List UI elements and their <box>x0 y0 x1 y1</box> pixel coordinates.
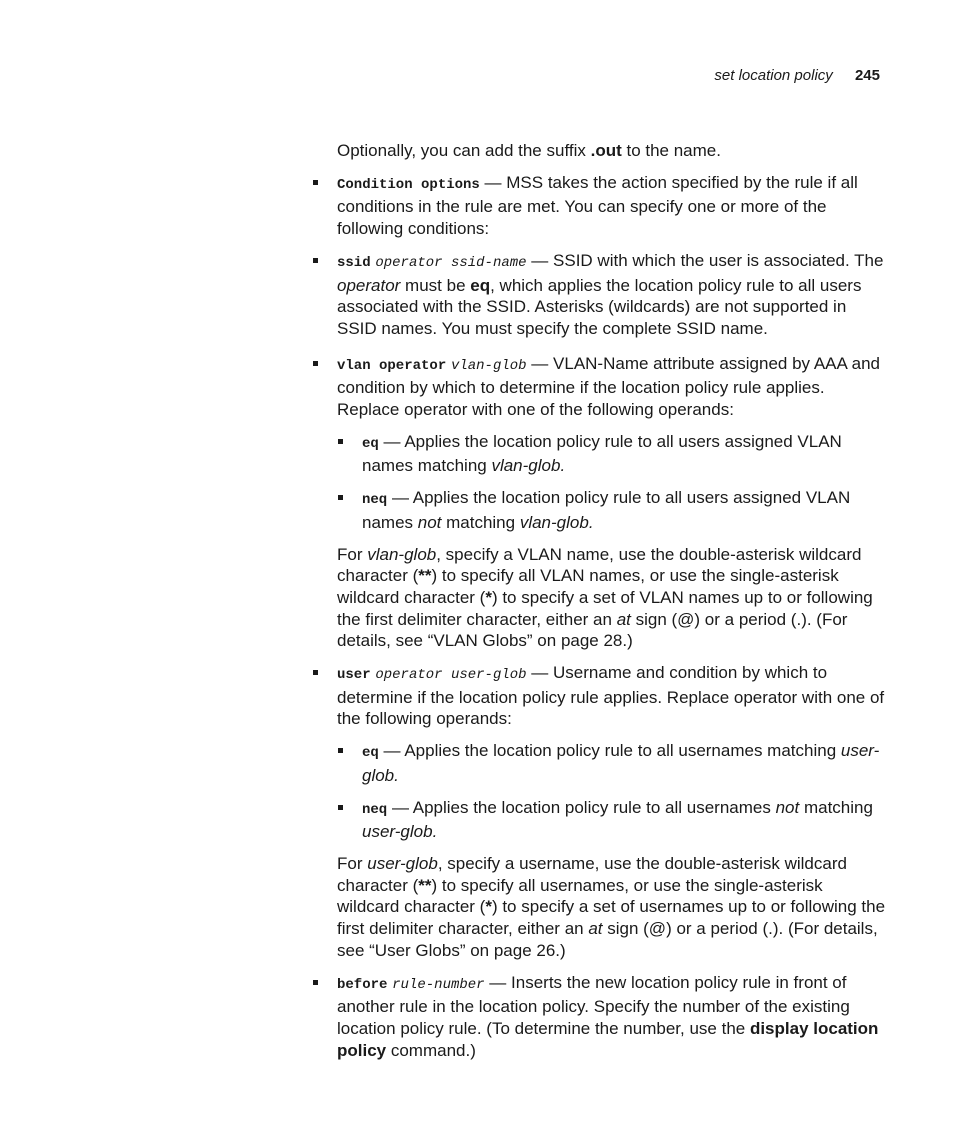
keyword-eq: eq <box>362 435 379 452</box>
vlan-args: vlan-glob <box>450 357 527 374</box>
section-title: set location policy <box>714 67 833 84</box>
keyword-neq: neq <box>362 492 388 509</box>
display-location-policy-command: display location policy <box>337 1018 879 1060</box>
bullet-icon <box>338 748 343 753</box>
bullet-icon <box>338 439 343 444</box>
list-item-user: user operator user-glob — Username and condition by which to determine if the location policy rule applies. Replace operator with one of the following operands: eq — Applies the location policy rule to all usernames matching user-glob. neq — Applies the location policy rule to all usernames not matching user-glob. For user-glob, specify a username, use the double-asterisk wildcard character (**) to specify all usernames, or use the single-asterisk wildcard character (*) to specify a set of usernames up to or following the first delimiter character, either an at sign (@) or a period (.). (For details, see “User Globs” on page 26.) <box>337 662 889 961</box>
page-number: 245 <box>854 67 880 84</box>
intro-paragraph: Optionally, you can add the suffix .out to the name. <box>337 141 721 160</box>
user-glob-paragraph: For user-glob, specify a username, use the double-asterisk wildcard character (**) to specify all usernames, or use the single-asterisk wildcard character (*) to specify a set of usernames up to or following the first delimiter character, either an at sign (@) or a period (.). (For details, see “User Globs” on page 26.) <box>337 853 886 960</box>
bullet-icon <box>338 805 343 810</box>
keyword-condition-options: Condition options <box>337 176 480 193</box>
before-args: rule-number <box>392 976 485 993</box>
bullet-icon <box>313 180 318 185</box>
bullet-icon <box>338 495 343 500</box>
keyword-ssid: ssid <box>337 254 371 271</box>
list-item-vlan: vlan operator vlan-glob — VLAN-Name attribute assigned by AAA and condition by which to determine if the location policy rule applies. Replace operator with one of the following operands: eq — Applies the location policy rule to all users assigned VLAN names matching vlan-glob. neq — Applies the location policy rule to all users assigned VLAN names not matching vlan-glob. For vlan-glob, specify a VLAN name, use the double-asterisk wildcard character (**) to specify all VLAN names, or use the single-asterisk wildcard character (*) to specify a set of VLAN names up to or following the first delimiter character, either an at sign (@) or a period (.). (For details, see “VLAN Globs” on page 28.) <box>337 353 889 652</box>
keyword-user: user <box>337 667 371 684</box>
keyword-eq: eq <box>362 745 379 762</box>
list-item-condition-options: Condition options — MSS takes the action specified by the rule if all conditions in the rule are met. You can specify one or more of the following conditions: <box>337 172 889 240</box>
list-item-ssid: ssid operator ssid-name — SSID with which the user is associated. The operator must be eq, which applies the location policy rule to all users associated with the SSID. Asterisks (wildcards) are not supported in SSID names. You must specify the complete SSID name. <box>337 250 889 340</box>
bullet-icon <box>313 258 318 263</box>
body-content <box>337 140 889 1061</box>
sub-item-user-eq: eq — Applies the location policy rule to all usernames matching user-glob. <box>362 740 889 786</box>
bullet-icon <box>313 361 318 366</box>
suffix-out: .out <box>590 141 622 160</box>
running-header <box>714 67 880 84</box>
sub-item-vlan-neq: neq — Applies the location policy rule to all users assigned VLAN names not matching vlan-glob. <box>362 487 889 533</box>
bullet-icon <box>313 980 318 985</box>
sub-item-vlan-eq: eq — Applies the location policy rule to all users assigned VLAN names matching vlan-glob. <box>362 431 889 477</box>
list-item-before: before rule-number — Inserts the new location policy rule in front of another rule in the location policy. Specify the number of the existing location policy rule. (To determine the number, use the display location policy command.) <box>337 972 889 1062</box>
keyword-before: before <box>337 976 388 993</box>
sub-item-user-neq: neq — Applies the location policy rule to all usernames not matching user-glob. <box>362 797 889 843</box>
ssid-args: operator ssid-name <box>375 254 527 271</box>
keyword-neq: neq <box>362 801 388 818</box>
keyword-vlan-operator: vlan operator <box>337 357 447 374</box>
bullet-icon <box>313 670 318 675</box>
user-args: operator user-glob <box>375 667 527 684</box>
vlan-glob-paragraph: For vlan-glob, specify a VLAN name, use the double-asterisk wildcard character (**) to specify all VLAN names, or use the single-asterisk wildcard character (*) to specify a set of VLAN names up to or following the first delimiter character, either an at sign (@) or a period (.). (For details, see “VLAN Globs” on page 28.) <box>337 544 873 651</box>
